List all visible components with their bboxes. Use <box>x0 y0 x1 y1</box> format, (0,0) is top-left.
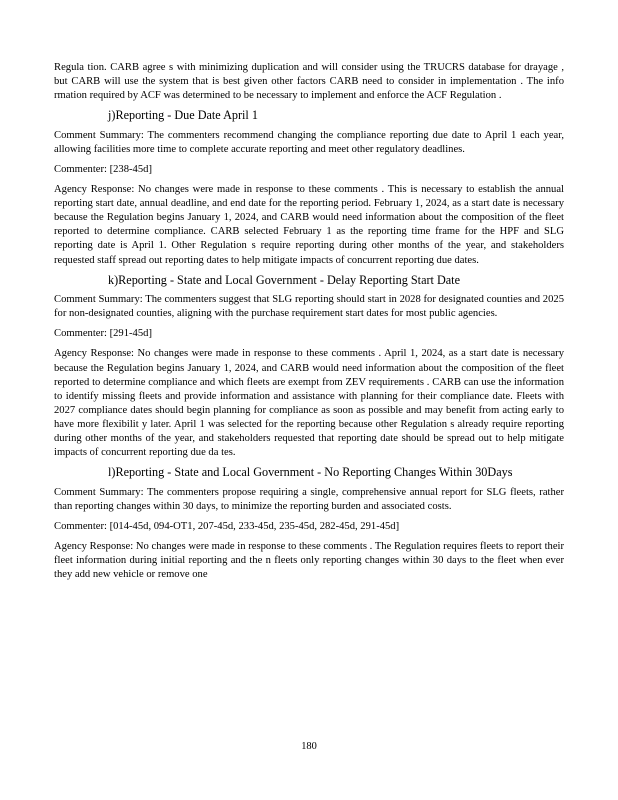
commenter-j: Commenter: [238-45d] <box>54 163 152 175</box>
commenter-k: Commenter: [291-45d] <box>54 328 152 340</box>
page-number: 180 <box>301 741 317 752</box>
section-heading-k: k)Reporting - State and Local Government - Delay Reporting Start Date <box>108 272 460 287</box>
section-heading-l: l)Reporting - State and Local Government - No Reporting Changes Within 30Days <box>108 465 513 480</box>
comment-summary-j: Comment Summary: The commenters recommend changing the compliance reporting due date to April 1 each year, allowing facilities more time to complete accurate reporting and meet other regulatory deadlines. <box>54 129 564 155</box>
commenter-l: Commenter: [014-45d, 094-OT1, 207-45d, 233-45d, 235-45d, 282-45d, 291-45d] <box>54 520 400 532</box>
comment-summary-l: Comment Summary: The commenters propose requiring a single, comprehensive annual report for SLG fleets, rather than reporting changes within 30 days, to minimize the reporting burden and associated costs. <box>54 486 564 512</box>
section-heading-j: j)Reporting - Due Date April 1 <box>108 108 258 123</box>
agency-response-j: Agency Response: No changes were made in response to these comments . This is necessary to establish the annual reporting start date, annual deadline, and end date for the reporting period. February 1, 2024, as a start date is necessary because the Regulation begins January 1, 2024, and CARB would need information about the composition of the fleet reported to determine compliance. CARB selected February 1 as the reporting time frame for the HPF and SLG reporting date is April 1. Other Regulation s require reporting during other months of the year, and stakeholders requested staff spread out reporting dates to help mitigate impacts of concurrent reporting due dates. <box>54 184 564 266</box>
agency-response-l: Agency Response: No changes were made in response to these comments . The Regulation requires fleets to report their fleet information during initial reporting and the n fleets only reporting changes within 30 days to the fleet when ever they add new vehicle or remove one <box>54 540 564 581</box>
comment-summary-k: Comment Summary: The commenters suggest that SLG reporting should start in 2028 for designated counties and 2025 for non-designated counties, aligning with the purchase requirement start dates for most public agencies. <box>54 294 564 320</box>
document-body <box>54 61 564 582</box>
agency-response-k: Agency Response: No changes were made in response to these comments . April 1, 2024, as a start date is necessary because the Regulation begins January 1, 2024, and CARB would need information about the composition of the fleet reported to determine compliance and which fleets are exempt from ZEV requirements . CARB can use the information to identify missing fleets and provide information and assistance with planning for their compliance date. Fleets with 2027 compliance dates should begin planning for compliance as soon as possible and may benefit from acting early to have more flexibilit y later. April 1 was selected for the reporting because other Regulation s already require reporting during other months of the year, and stakeholders requested that reporting date should be spread out to help mitigate impacts of concurrent reporting due da tes. <box>54 348 564 459</box>
intro-paragraph: Regula tion. CARB agree s with minimizing duplication and will consider using the TRUCRS database for drayage , but CARB will use the system that is best given other factors CARB need to consider in implementation . The info rmation required by ACF was determined to be necessary to implement and enforce the ACF Regulation . <box>54 62 564 102</box>
